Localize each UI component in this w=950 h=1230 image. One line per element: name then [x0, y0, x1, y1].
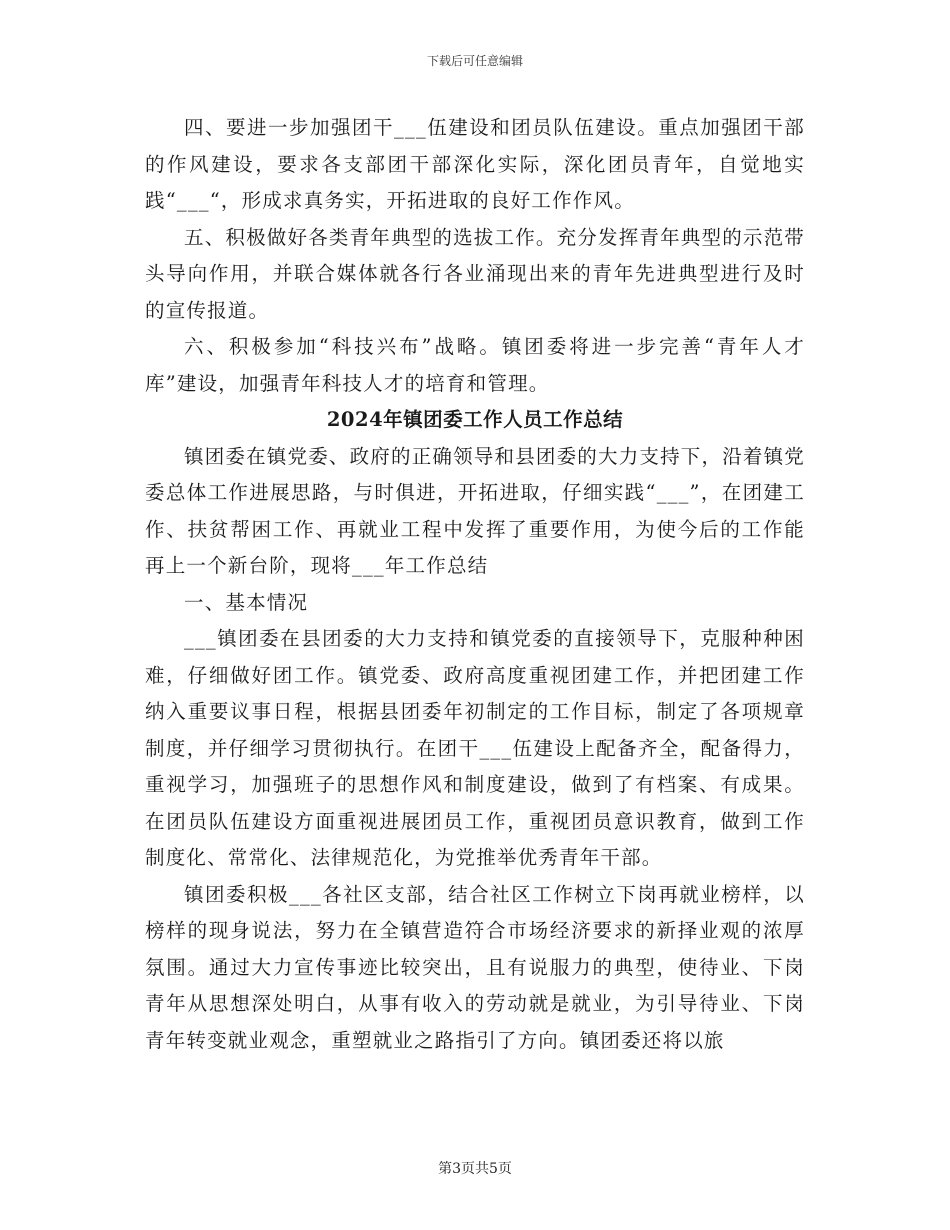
section-heading-basic: 一、基本情况 [184, 590, 309, 614]
paragraph-6: 六、积极参加“科技兴布”战略。镇团委将进一步完善“青年人才库”建设，加强青年科技人才的培育和管理。 [145, 335, 805, 395]
document-title: 2024年镇团委工作人员工作总结 [326, 408, 624, 431]
intro-paragraph: 镇团委在镇党委、政府的正确领导和县团委的大力支持下，沿着镇党委总体工作进展思路，与时俱进，开拓进取，仔细实践“___”，在团建工作、扶贫帮困工作、再就业工程中发挥了重要作用，为使今后的工作能再上一个新台阶，现将___年工作总结 [145, 444, 806, 577]
page-footer: 第3页共5页 [438, 1161, 512, 1177]
paragraph-5: 五、积极做好各类青年典型的选拔工作。充分发挥青年典型的示范带头导向作用，并联合媒体就各行各业涌现出来的青年先进典型进行及时的宣传报道。 [145, 225, 806, 322]
page-header: 下载后可任意编辑 [426, 54, 523, 68]
basic-situation-paragraph: ___镇团委在县团委的大力支持和镇党委的直接领导下，克服种种困难，仔细做好团工作。镇党委、政府高度重视团建工作，并把团建工作纳入重要议事日程，根据县团委年初制定的工作目标，制定了各项规章制度，并仔细学习贯彻执行。在团干___伍建设上配备齐全，配备得力，重视学习，加强班子的思想作风和制度建设，做到了有档案、有成果。在团员队伍建设方面重视进展团员工作，重视团员意识教育，做到工作制度化、常常化、法律规范化，为党推举优秀青年干部。 [145, 627, 805, 869]
paragraph-4: 四、要进一步加强团干___伍建设和团员队伍建设。重点加强团干部的作风建设，要求各支部团干部深化实际，深化团员青年，自觉地实践“___“，形成求真务实，开拓进取的良好工作作风。 [145, 116, 805, 212]
community-paragraph: 镇团委积极___各社区支部，结合社区工作树立下岗再就业榜样，以榜样的现身说法，努力在全镇营造符合市场经济要求的新择业观的浓厚氛围。通过大力宣传事迹比较突出，且有说服力的典型，使待业、下岗青年从思想深处明白，从事有收入的劳动就是就业，为引导待业、下岗青年转变就业观念，重塑就业之路指引了方向。镇团委还将以旅 [145, 882, 805, 1052]
document-body [145, 110, 805, 1059]
